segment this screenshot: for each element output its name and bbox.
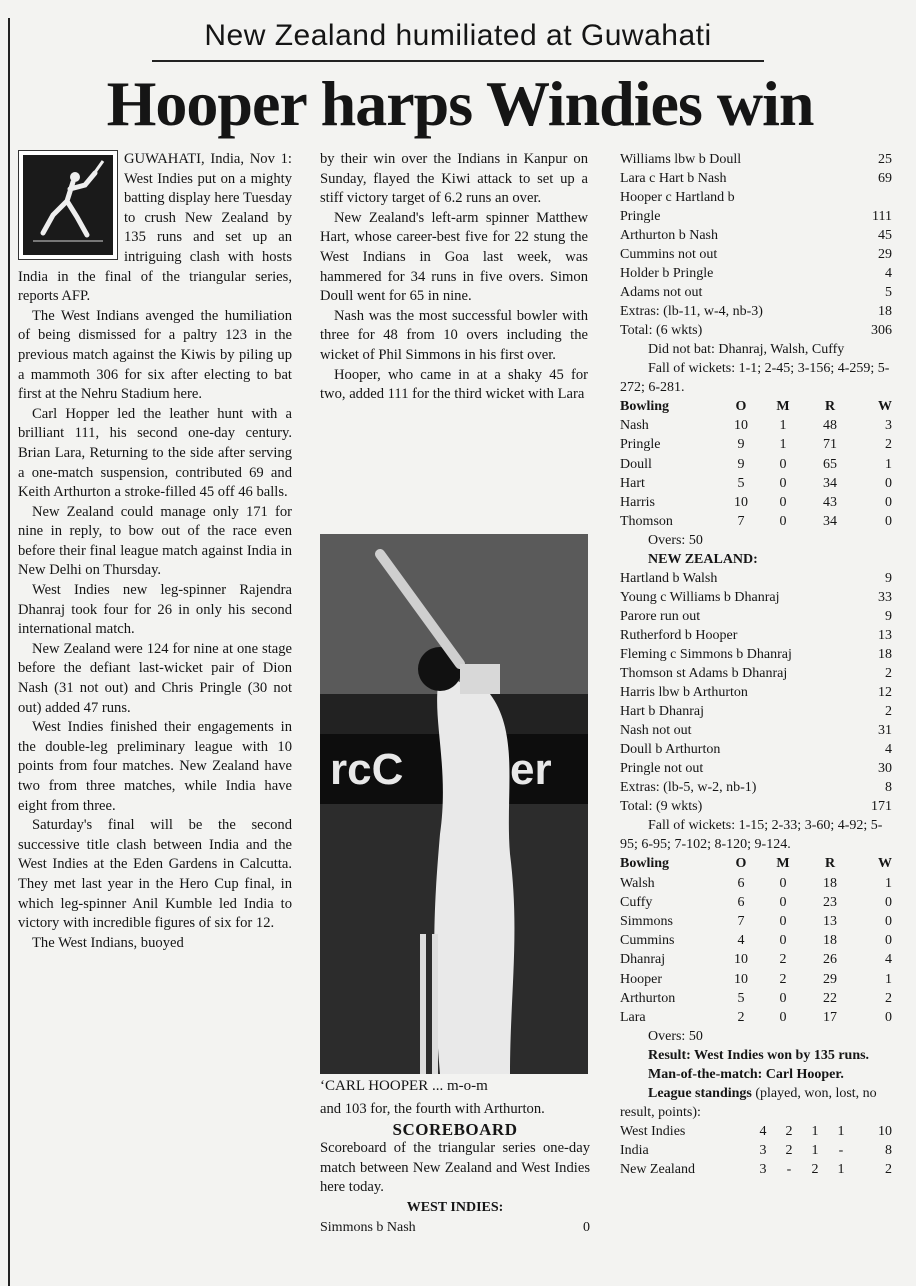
bowling-figure: 4: [737, 933, 745, 949]
bowling-header-cell: O: [735, 856, 747, 872]
bowling-figure: 1: [885, 875, 892, 891]
standings-value: 10: [878, 1124, 892, 1140]
batsman-runs: 171: [871, 799, 892, 815]
bowling-figure: 0: [779, 990, 787, 1006]
bowling-figure: 6: [737, 894, 745, 910]
bowling-figure: 4: [885, 952, 892, 968]
batting-row: [620, 721, 892, 740]
overs: Overs: 50: [648, 1029, 703, 1045]
article-column-1: [18, 150, 292, 953]
bowling-figure: 6: [737, 875, 745, 891]
bowling-figure: 9: [737, 437, 745, 453]
batting-row: [620, 302, 892, 321]
bowling-figure: 0: [779, 495, 787, 511]
carl-hooper-photo: [320, 534, 588, 1074]
batting-row: [620, 245, 892, 264]
batting-row: [620, 740, 892, 759]
bowling-figure: 5: [737, 990, 745, 1006]
bowling-figure: 34: [823, 475, 837, 491]
bowler-name: Hooper: [620, 971, 662, 987]
new-zealand-batting: [620, 569, 892, 816]
bowling-figure: 9: [737, 456, 745, 472]
batsman-name: Cummins not out: [620, 247, 718, 262]
batsman-runs: 29: [878, 247, 892, 262]
bowling-figure: 0: [779, 456, 787, 472]
batsman-name: Fleming c Simmons b Dhanraj: [620, 647, 792, 663]
batting-row: Simmons b Nash 0: [320, 1219, 590, 1235]
bowling-figure: 2: [779, 952, 787, 968]
svg-text:er: er: [510, 745, 552, 794]
paragraph: The West Indians avenged the humiliation of being dismissed for a paltry 123 in the previous match against the Kiwis by piling up a mammoth 306 for six after electing to bat first at the Nehru Stadium here.: [18, 307, 292, 403]
batsman-runs: 306: [871, 323, 892, 338]
fall-of-wickets: Fall of wickets: 1-15; 2-33; 3-60; 4-92; 5-95; 6-95; 7-102; 8-120; 9-124.: [620, 818, 883, 853]
paragraph: Nash was the most successful bowler with three for 48 from 10 overs including the wicket of Phil Simmons in his first over.: [320, 307, 588, 363]
west-indies-batting: [620, 150, 892, 340]
new-zealand-bowling: [620, 416, 892, 531]
batsman-name: Total: (9 wkts): [620, 799, 703, 815]
batting-row: [620, 664, 892, 683]
column-rule: [8, 18, 10, 1286]
paragraph: West Indies new leg-spinner Rajendra Dhanraj took four for 26 in only his second international match.: [18, 582, 292, 638]
bowler-name: Pringle: [620, 437, 661, 453]
bowling-figure: 0: [779, 875, 787, 891]
bowler-name: Thomson: [620, 514, 673, 530]
bowler-name: Simmons: [620, 914, 673, 930]
batting-row: [620, 797, 892, 816]
batting-row: [620, 626, 892, 645]
bowler-name: Doull: [620, 456, 652, 472]
batsman-name: Arthurton b Nash: [620, 228, 718, 243]
batsman-runs: 2: [885, 666, 892, 682]
batsman-name: Hooper c Hartland b: [620, 190, 735, 205]
bowler-name: Dhanraj: [620, 952, 666, 968]
batsman-name: Total: (6 wkts): [620, 323, 703, 338]
batsman-name: Hart b Dhanraj: [620, 704, 704, 720]
kicker-headline: New Zealand humiliated at Guwahati: [204, 19, 712, 52]
bowling-header-cell: Bowling: [620, 399, 670, 414]
bowling-figure: 0: [885, 894, 892, 910]
bowling-figure: 18: [823, 933, 837, 949]
batsman-name: Doull b Arthurton: [620, 742, 721, 758]
standings-heading: League standings (played, won, lost, no result, points):: [620, 1086, 877, 1121]
batsman-runs: 13: [878, 628, 892, 644]
bowling-figure: 7: [737, 514, 745, 530]
bowling-figure: 7: [737, 914, 745, 930]
batsman-runs: 30: [878, 761, 892, 777]
scoreboard-column: [620, 150, 892, 1179]
bowling-figure: 2: [737, 1010, 745, 1026]
batsman-name: Holder b Pringle: [620, 266, 714, 281]
bowler-name: Lara: [620, 1010, 646, 1026]
batsman-photo-image: [320, 534, 588, 1074]
bowling-figure: 34: [823, 514, 837, 530]
league-standings-table: [620, 1122, 892, 1179]
batsman-name: Nash not out: [620, 723, 692, 739]
paragraph: by their win over the Indians in Kanpur on Sunday, flayed the Kiwi attack to set up a stiff victory target of 6.2 runs an over.: [320, 151, 588, 207]
bowling-figure: 5: [737, 475, 745, 491]
bowling-header-cell: M: [776, 856, 790, 872]
bowling-figure: 29: [823, 971, 837, 987]
article-column-2: [320, 150, 588, 405]
bowling-figure: 10: [734, 952, 748, 968]
batting-row: [620, 150, 892, 169]
fall-of-wickets: Fall of wickets: 1-1; 2-45; 3-156; 4-259; 5-272; 6-281.: [620, 361, 890, 395]
scoreboard-heading: SCOREBOARD: [392, 1119, 518, 1139]
bowling-figure: 17: [823, 1010, 837, 1026]
paragraph: New Zealand's left-arm spinner Matthew Hart, whose career-best five for 22 stung the West Indians in Goa last week, was hammered for 34 runs in five overs. Simon Doull went for 65 in nine.: [320, 209, 588, 305]
west-indies-bowling: [620, 874, 892, 1028]
bowling-figure: 0: [885, 933, 892, 949]
standings-value: 8: [885, 1143, 892, 1159]
article-column-2-continued: [320, 1100, 590, 1237]
bowling-figure: 1: [885, 456, 892, 472]
west-indies-heading: WEST INDIES:: [406, 1199, 504, 1215]
batsman-runs: 2: [885, 704, 892, 720]
batsman-runs: 4: [885, 266, 892, 281]
standings-value: 2: [811, 1162, 819, 1178]
bowling-header-cell: W: [878, 856, 892, 872]
bowling-figure: 2: [885, 990, 892, 1006]
batsman-icon: [23, 155, 113, 255]
batsman-runs: 111: [872, 209, 892, 224]
batsman-name: Parore run out: [620, 609, 701, 625]
paragraph: Carl Hopper led the leather hunt with a brilliant 111, his second one-day century. Brian Lara, Returning to the side after serving a one-match suspension, contributed 69 and Keith Arthurton a stroke-filled 45 off 46 balls.: [18, 405, 292, 501]
bowling-figure: 65: [823, 456, 837, 472]
bowling-figure: 0: [885, 1010, 892, 1026]
bowling-figure: 0: [779, 1010, 787, 1026]
batting-row: [620, 607, 892, 626]
bowling-figure: 1: [779, 418, 787, 434]
batting-row: [620, 645, 892, 664]
batting-row: [620, 283, 892, 302]
bowling-figure: 2: [885, 437, 892, 453]
bowling-figure: 0: [779, 914, 787, 930]
bowling-header: [620, 397, 892, 416]
bowling-figure: 0: [779, 475, 787, 491]
bowling-figure: 26: [823, 952, 837, 968]
new-zealand-heading: NEW ZEALAND:: [648, 552, 758, 568]
batting-row: [620, 264, 892, 283]
bowling-figure: 0: [779, 514, 787, 530]
bowling-figure: 0: [885, 475, 892, 491]
batsman-runs: 4: [885, 742, 892, 758]
bowling-header-cell: W: [878, 399, 892, 414]
bowling-figure: 0: [779, 933, 787, 949]
batting-row: [620, 207, 892, 226]
standings-value: 2: [885, 1162, 892, 1178]
bowling-figure: 1: [885, 971, 892, 987]
bowling-figure: 0: [885, 514, 892, 530]
batsman-runs: 45: [878, 228, 892, 243]
batsman-name: Extras: (lb-11, w-4, nb-3): [620, 304, 763, 319]
bowling-figure: 0: [779, 894, 787, 910]
bowler-name: Hart: [620, 475, 645, 491]
paragraph: The West Indians, buoyed: [32, 934, 184, 951]
paragraph: GUWAHATI, India, Nov 1: West Indies put on a mighty batting display here Tuesday to crush New Zealand by 135 runs and set up an intriguing clash with hosts India in the final of the triangular series, reports AFP.: [18, 151, 292, 305]
main-headline: Hooper harps Windies win: [106, 68, 814, 139]
batsman-runs: 25: [878, 152, 892, 167]
batsman-runs: 18: [878, 647, 892, 663]
bowling-figure: 43: [823, 495, 837, 511]
bowling-figure: 0: [885, 495, 892, 511]
batsman-name: Rutherford b Hooper: [620, 628, 738, 644]
bowling-figure: 1: [779, 437, 787, 453]
batsman-name: Williams lbw b Doull: [620, 152, 742, 167]
batsman-runs: 31: [878, 723, 892, 739]
paragraph: West Indies finished their engagements in the double-leg preliminary league with 10 points from four matches. New Zealand have two from three matches, while India have eight from three.: [18, 719, 292, 814]
batsman-runs: 33: [878, 590, 892, 606]
standings-value: 1: [837, 1162, 845, 1178]
bowler-name: Nash: [620, 418, 649, 434]
batsman-runs: 8: [885, 780, 892, 796]
bowling-figure: 10: [734, 418, 748, 434]
batsman-name: Extras: (lb-5, w-2, nb-1): [620, 780, 757, 796]
man-of-the-match: Man-of-the-match: Carl Hooper.: [648, 1067, 844, 1083]
batting-row: [620, 702, 892, 721]
bowler-name: Arthurton: [620, 990, 676, 1006]
batsman-name: Pringle: [620, 209, 661, 224]
paragraph: Hooper, who came in at a shaky 45 for two, added 111 for the third wicket with Lara: [320, 366, 588, 403]
batting-row: [620, 321, 892, 340]
batsman-name: Adams not out: [620, 285, 703, 300]
standings-value: 2: [785, 1143, 793, 1159]
cricket-batsman-logo: [18, 150, 118, 260]
bowling-figure: 71: [823, 437, 837, 453]
standings-value: 1: [811, 1124, 819, 1140]
bowling-figure: 2: [779, 971, 787, 987]
standings-value: -: [786, 1162, 792, 1178]
batsman-runs: 69: [878, 171, 892, 186]
standings-value: 1: [811, 1143, 819, 1159]
team-name: New Zealand: [620, 1162, 696, 1178]
bowling-figure: 18: [823, 875, 837, 891]
batsman-name: Pringle not out: [620, 761, 704, 777]
batting-row: [620, 169, 892, 188]
svg-text:rcC: rcC: [330, 745, 404, 794]
did-not-bat: Did not bat: Dhanraj, Walsh, Cuffy: [648, 342, 845, 357]
bowler-name: Harris: [620, 495, 655, 511]
bowling-figure: 10: [734, 971, 748, 987]
bowler-name: Cummins: [620, 933, 675, 949]
batsman-runs: 9: [885, 609, 892, 625]
batting-row: [620, 226, 892, 245]
bowling-figure: 10: [734, 495, 748, 511]
batting-row: [620, 569, 892, 588]
batsman-name: Harris lbw b Arthurton: [620, 685, 748, 701]
bowler-name: Walsh: [620, 875, 655, 891]
bowling-figure: 48: [823, 418, 837, 434]
bowling-figure: 22: [823, 990, 837, 1006]
standings-value: 1: [837, 1124, 845, 1140]
batting-row: [620, 588, 892, 607]
photo-caption: ‘CARL HOOPER ... m-o-m: [320, 1078, 488, 1094]
standings-value: 3: [759, 1143, 767, 1159]
standings-value: -: [838, 1143, 844, 1159]
batsman-name: Hartland b Walsh: [620, 571, 718, 587]
scoreboard-intro: Scoreboard of the triangular series one-day match between New Zealand and West Indies here today.: [320, 1140, 590, 1196]
bowling-header-cell: R: [824, 399, 836, 414]
batting-row: [620, 188, 892, 207]
team-name: West Indies: [620, 1124, 686, 1140]
bowling-header-cell: M: [776, 399, 790, 414]
batsman-name: Young c Williams b Dhanraj: [620, 590, 780, 606]
bowler-name: Cuffy: [620, 894, 653, 910]
paragraph: and 103 for, the fourth with Arthurton.: [320, 1101, 545, 1117]
paragraph: Saturday's final will be the second successive title clash between India and the West Indies at the Eden Gardens in Calcutta. They met last year in the Hero Cup final, in which leg-spinner Anil Kumble led India to victory with incredible figures of six for 12.: [18, 817, 292, 932]
paragraph: New Zealand could manage only 171 for nine in reply, to bow out of the race even before their final league match against India in New Delhi on Thursday.: [18, 503, 292, 579]
paragraph: New Zealand were 124 for nine at one stage before the defiant last-wicket pair of Dion Nash (31 not out) and Chris Pringle (30 not out) added 47 runs.: [18, 640, 292, 716]
match-result: Result: West Indies won by 135 runs.: [648, 1048, 870, 1064]
batsman-runs: 12: [878, 685, 892, 701]
bowling-header-cell: R: [824, 856, 836, 872]
batsman-runs: 5: [885, 285, 892, 300]
batsman-name: Lara c Hart b Nash: [620, 171, 727, 186]
standings-value: 2: [785, 1124, 793, 1140]
team-name: India: [620, 1143, 649, 1159]
overs: Overs: 50: [648, 533, 703, 549]
bowling-figure: 3: [885, 418, 892, 434]
batsman-runs: 9: [885, 571, 892, 587]
batting-row: [620, 759, 892, 778]
standings-value: 4: [759, 1124, 767, 1140]
batsman-runs: 18: [878, 304, 892, 319]
batsman-name: Thomson st Adams b Dhanraj: [620, 666, 788, 682]
bowling-figure: 0: [885, 914, 892, 930]
standings-value: 3: [759, 1162, 767, 1178]
batting-row: [620, 778, 892, 797]
kicker-underline: [152, 60, 764, 62]
bowling-header: [620, 854, 892, 873]
bowling-header-cell: Bowling: [620, 856, 670, 872]
bowling-figure: 23: [823, 894, 837, 910]
bowling-header-cell: O: [735, 399, 747, 414]
bowling-figure: 13: [823, 914, 837, 930]
batting-row: [620, 683, 892, 702]
